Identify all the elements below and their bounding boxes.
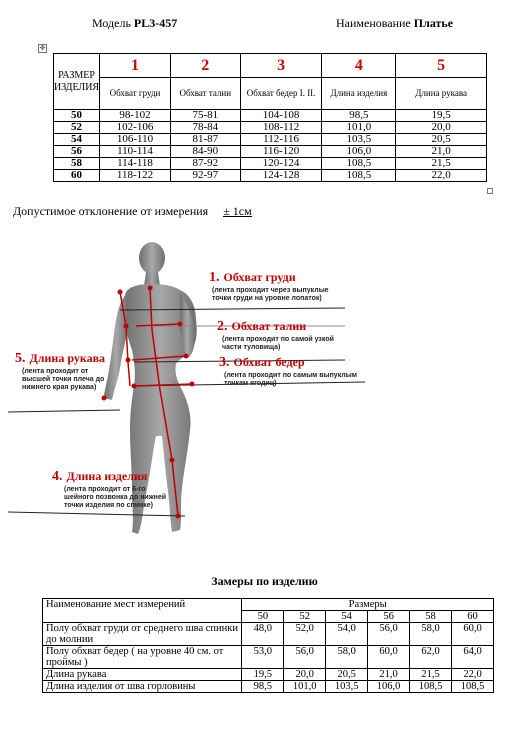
- value-cell: 108,5: [322, 170, 396, 182]
- value-cell: 21,0: [396, 146, 487, 158]
- value-cell: 116-120: [240, 146, 322, 158]
- value-cell: 75-81: [170, 110, 240, 122]
- name-value: Платье: [413, 16, 454, 30]
- size-header: 56: [368, 611, 410, 623]
- col-label: Обхват талии: [170, 78, 240, 110]
- measure-value: 21,5: [410, 669, 452, 681]
- size-cell: 52: [54, 122, 100, 134]
- value-cell: 112-116: [240, 134, 322, 146]
- size-header: 52: [284, 611, 326, 623]
- model-header: [92, 16, 177, 31]
- svg-text:точки изделия по спинке): точки изделия по спинке): [64, 502, 153, 509]
- measurements-title: Замеры по изделию: [211, 574, 318, 588]
- value-cell: 102-106: [100, 122, 171, 134]
- measure-value: 60,0: [368, 646, 410, 669]
- measure-value: 108,5: [452, 681, 494, 693]
- size-header: 50: [242, 611, 284, 623]
- col-label: Длина изделия: [322, 78, 396, 110]
- value-cell: 98,5: [322, 110, 396, 122]
- measure-value: 56,0: [368, 623, 410, 646]
- value-cell: 120-124: [240, 158, 322, 170]
- table-row: [54, 146, 487, 158]
- table-row: [54, 110, 487, 122]
- measure-value: 53,0: [242, 646, 284, 669]
- svg-text:(лента проходит по самым выпук: (лента проходит по самым выпуклым: [224, 372, 357, 379]
- measure-value: 54,0: [326, 623, 368, 646]
- value-cell: 20,5: [396, 134, 487, 146]
- value-cell: 81-87: [170, 134, 240, 146]
- table-row: [54, 134, 487, 146]
- model-value: PL3-457: [133, 16, 178, 30]
- svg-text:части туловища): части туловища): [222, 344, 281, 351]
- col-label: Обхват груди: [100, 78, 171, 110]
- value-cell: 101,0: [322, 122, 396, 134]
- value-cell: 106-110: [100, 134, 171, 146]
- size-header: 54: [326, 611, 368, 623]
- size-cell: 60: [54, 170, 100, 182]
- value-cell: 78-84: [170, 122, 240, 134]
- size-header: 60: [452, 611, 494, 623]
- model-label: Модель: [92, 16, 131, 30]
- measure-value: 58,0: [326, 646, 368, 669]
- size-cell: 50: [54, 110, 100, 122]
- col-number: 5: [396, 54, 487, 78]
- measure-value: 103,5: [326, 681, 368, 693]
- value-cell: 98-102: [100, 110, 171, 122]
- measure-value: 20,0: [284, 669, 326, 681]
- measure-value: 101,0: [284, 681, 326, 693]
- value-cell: 106,0: [322, 146, 396, 158]
- value-cell: 19,5: [396, 110, 487, 122]
- value-cell: 124-128: [240, 170, 322, 182]
- value-cell: 104-108: [240, 110, 322, 122]
- table-row: [43, 646, 494, 669]
- value-cell: 118-122: [100, 170, 171, 182]
- svg-text:точки груди на уровне лопаток): точки груди на уровне лопаток): [212, 295, 322, 302]
- label-sleeve-length: [15, 351, 105, 391]
- table-row: [43, 669, 494, 681]
- value-cell: 114-118: [100, 158, 171, 170]
- label-waist: [217, 319, 334, 351]
- value-cell: 103,5: [322, 134, 396, 146]
- svg-text:3.Обхват бедер: 3. Обхват бедер: [219, 355, 305, 370]
- svg-text:5.Длина рукава: 5. Длина рукава: [15, 351, 106, 366]
- value-cell: 108,5: [322, 158, 396, 170]
- measure-value: 48,0: [242, 623, 284, 646]
- svg-text:точкам ягодиц): точкам ягодиц): [224, 380, 277, 387]
- value-cell: 84-90: [170, 146, 240, 158]
- col-label: Длина рукава: [396, 78, 487, 110]
- col-number: 1: [100, 54, 171, 78]
- measure-name: Длина изделия от шва горловины: [43, 681, 242, 693]
- name-label: Наименование: [336, 16, 411, 30]
- measure-value: 19,5: [242, 669, 284, 681]
- label-bust: [209, 270, 329, 302]
- measure-value: 22,0: [452, 669, 494, 681]
- svg-text:(лента проходит от: (лента проходит от: [22, 368, 89, 375]
- measure-value: 62,0: [410, 646, 452, 669]
- svg-text:2.Обхват талии: 2. Обхват талии: [217, 319, 307, 334]
- name-header: [336, 16, 453, 31]
- measure-value: 108,5: [410, 681, 452, 693]
- svg-text:(лента проходит по самой узкой: (лента проходит по самой узкой: [222, 336, 334, 343]
- measure-value: 56,0: [284, 646, 326, 669]
- value-cell: 21,5: [396, 158, 487, 170]
- size-cell: 56: [54, 146, 100, 158]
- measure-name: Полу обхват бедер ( на уровне 40 см. от проймы ): [43, 646, 242, 669]
- measurement-figure: [0, 230, 529, 560]
- measure-value: 21,0: [368, 669, 410, 681]
- measure-value: 20,5: [326, 669, 368, 681]
- svg-text:шейного позвонка до нижней: шейного позвонка до нижней: [64, 494, 167, 501]
- col-number: 3: [240, 54, 322, 78]
- tolerance-value: ± 1см: [223, 204, 252, 218]
- table-move-icon[interactable]: ✥: [39, 44, 46, 52]
- size-cell: 58: [54, 158, 100, 170]
- tolerance-line: [13, 204, 252, 219]
- table-row: [54, 170, 487, 182]
- svg-text:(лента проходит через выпуклые: (лента проходит через выпуклые: [212, 287, 329, 294]
- measure-value: 52,0: [284, 623, 326, 646]
- measurements-table: [42, 598, 494, 693]
- measure-name: Полу обхват груди от среднего шва спинки до молнии: [43, 623, 242, 646]
- value-cell: 92-97: [170, 170, 240, 182]
- value-cell: 110-114: [100, 146, 171, 158]
- col-label: Обхват бедер I. II.: [240, 78, 322, 110]
- size-table: [53, 53, 487, 182]
- value-cell: 108-112: [240, 122, 322, 134]
- svg-text:высшей точки плеча до: высшей точки плеча до: [22, 376, 105, 383]
- value-cell: 20,0: [396, 122, 487, 134]
- col-number: 2: [170, 54, 240, 78]
- svg-text:(лента проходит от 6-го: (лента проходит от 6-го: [64, 486, 146, 493]
- col-header-name: Наименование мест измерений: [43, 599, 242, 623]
- table-resize-handle[interactable]: [487, 188, 493, 194]
- size-header: 58: [410, 611, 452, 623]
- col-header-sizes: Размеры: [242, 599, 494, 611]
- measure-value: 106,0: [368, 681, 410, 693]
- measure-name: Длина рукава: [43, 669, 242, 681]
- measure-value: 60,0: [452, 623, 494, 646]
- measure-value: 58,0: [410, 623, 452, 646]
- svg-text:нижнего края рукава): нижнего края рукава): [22, 384, 97, 391]
- table-row: [54, 158, 487, 170]
- tolerance-text: Допустимое отклонение от измерения: [13, 204, 209, 218]
- measure-value: 98,5: [242, 681, 284, 693]
- size-corner-label: РАЗМЕР ИЗДЕЛИЯ: [54, 54, 100, 110]
- table-row: [54, 122, 487, 134]
- svg-text:1.Обхват груди: 1. Обхват груди: [209, 270, 296, 285]
- size-cell: 54: [54, 134, 100, 146]
- value-cell: 22,0: [396, 170, 487, 182]
- measure-value: 64,0: [452, 646, 494, 669]
- value-cell: 87-92: [170, 158, 240, 170]
- table-row: [43, 623, 494, 646]
- svg-text:4.Длина изделия: 4. Длина изделия: [52, 469, 148, 484]
- table-row: [43, 681, 494, 693]
- col-number: 4: [322, 54, 396, 78]
